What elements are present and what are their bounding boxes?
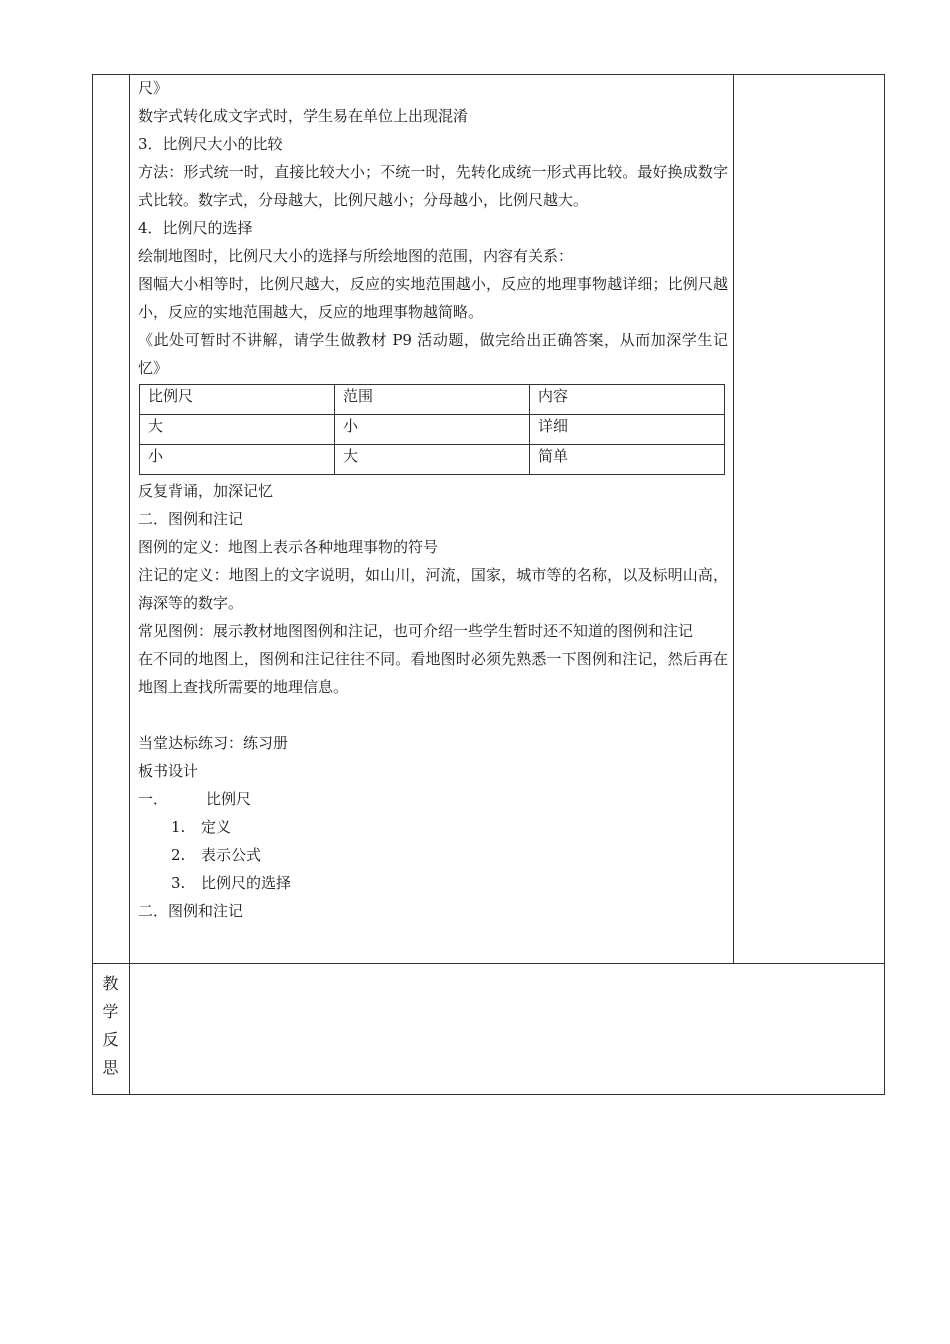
board-subitem <box>138 841 728 869</box>
board-item-text: 比例尺 <box>206 790 252 808</box>
table-cell: 详细 <box>530 415 725 445</box>
text-line: 绘制地图时，比例尺大小的选择与所绘地图的范围，内容有关系： <box>138 247 574 265</box>
board-item-1 <box>138 785 728 813</box>
text-line: 注记的定义：地图上的文字说明，如山川，河流，国家，城市等的名称，以及标明山高，海深等的数字。 <box>138 566 728 612</box>
text-line: 反复背诵，加深记忆 <box>138 482 274 500</box>
row-divider <box>92 963 885 964</box>
text-line: 3．比例尺大小的比较 <box>138 135 283 153</box>
text-line: 图例的定义：地图上表示各种地理事物的符号 <box>138 538 439 556</box>
board-design-title: 板书设计 <box>138 762 199 780</box>
text-line: 常见图例：展示教材地图图例和注记，也可介绍一些学生暂时还不知道的图例和注记 <box>138 622 694 640</box>
text-line: 《此处可暂时不讲解，请学生做教材 P9 活动题，做完给出正确答案，从而加深学生记忆》 <box>138 331 728 377</box>
text-line: 4．比例尺的选择 <box>138 219 253 237</box>
reflection-char: 学 <box>102 1002 119 1021</box>
teaching-reflection-label <box>92 964 129 1082</box>
table-header-row <box>140 385 725 415</box>
text-line: 数字式转化成文字式时，学生易在单位上出现混淆 <box>138 107 469 125</box>
text-line: 尺》 <box>138 79 169 97</box>
table-cell: 小 <box>335 415 530 445</box>
table-header-cell: 比例尺 <box>140 385 335 415</box>
reflection-char: 教 <box>102 974 119 993</box>
table-header-cell: 范围 <box>335 385 530 415</box>
table-cell: 小 <box>140 445 335 475</box>
table-row <box>140 415 725 445</box>
column-divider-left <box>129 74 130 1095</box>
lesson-content <box>138 74 728 925</box>
reflection-char: 反 <box>102 1030 119 1049</box>
board-subitem <box>138 869 728 897</box>
board-subitem <box>138 813 728 841</box>
subitem-text: 表示公式 <box>201 846 262 864</box>
table-cell: 大 <box>335 445 530 475</box>
table-cell: 大 <box>140 415 335 445</box>
column-divider-right <box>733 74 734 964</box>
board-item-2: 二．图例和注记 <box>138 902 244 920</box>
scale-comparison-table <box>139 384 725 475</box>
table-cell: 简单 <box>530 445 725 475</box>
subitem-number: 3. <box>171 874 186 892</box>
text-line: 在不同的地图上，图例和注记往往不同。看地图时必须先熟悉一下图例和注记，然后再在地图上查找所需要的地理信息。 <box>138 650 728 696</box>
board-item-number: 一． <box>138 790 169 808</box>
subitem-number: 2. <box>171 846 186 864</box>
text-line: 图幅大小相等时，比例尺越大，反应的实地范围越小，反应的地理事物越详细；比例尺越小，反应的实地范围越大，反应的地理事物越简略。 <box>138 275 728 321</box>
subitem-text: 比例尺的选择 <box>201 874 292 892</box>
subitem-text: 定义 <box>201 818 232 836</box>
table-row <box>140 445 725 475</box>
text-line: 二．图例和注记 <box>138 510 244 528</box>
blank-line <box>138 701 728 729</box>
text-line: 方法：形式统一时，直接比较大小；不统一时，先转化成统一形式再比较。最好换成数字式比较。数字式，分母越大，比例尺越小；分母越小，比例尺越大。 <box>138 163 728 209</box>
subitem-number: 1. <box>171 818 186 836</box>
practice-line: 当堂达标练习：练习册 <box>138 734 289 752</box>
reflection-char: 思 <box>102 1058 119 1077</box>
table-header-cell: 内容 <box>530 385 725 415</box>
